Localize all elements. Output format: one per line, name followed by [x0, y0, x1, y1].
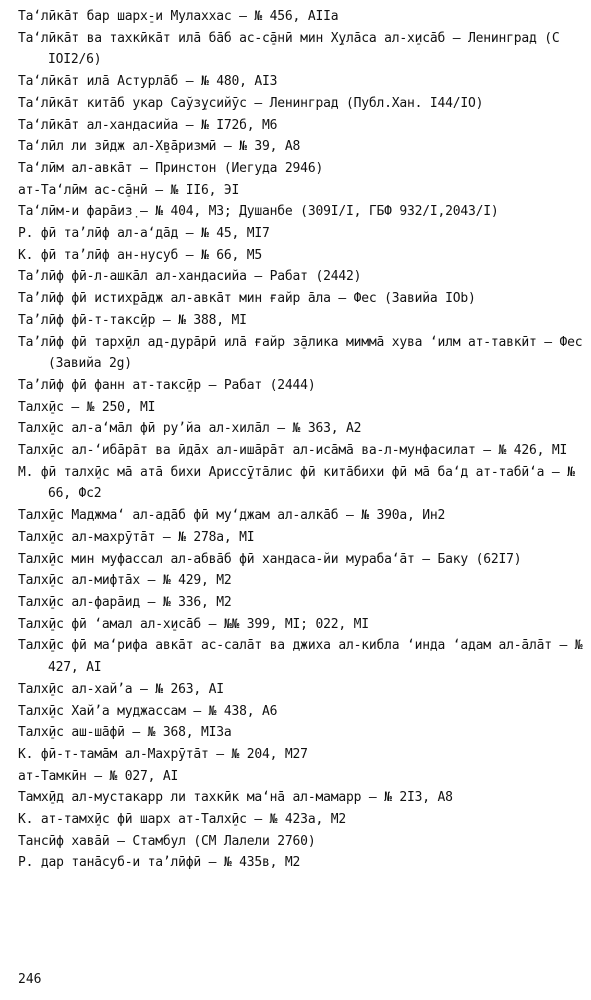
index-entry: Талх̠ӣс мин муфассал ал-абвāб фӣ хандаса-йи мурабаʻāт – Баку (62I7)	[18, 551, 522, 567]
index-entry: Таʻлӣкāт китāб укар Саўз̠усийӯс – Ленинград (Публ.Хан. I44/IO)	[18, 95, 484, 111]
index-entry: Талх̠ӣс аш-шāфӣ – № 368, MI3a	[18, 725, 232, 741]
index-entry: Таʼлӣф фӣ-л-ашкāл ал-хандасийа – Рабат (2442)	[18, 269, 362, 285]
index-entry: Таʻлӣкāт илā Астурлāб – № 480, AI3	[18, 74, 278, 90]
page-number: 246	[18, 972, 42, 987]
index-entry: Тансӣф хавāӣ – Стамбул (СМ Лалели 2760)	[18, 833, 316, 849]
index-entry: Таʻлӣкāт ал-хандасийа – № I72б, M6	[18, 117, 278, 133]
index-entry: Талх̠ӣс ал-фарāид – № 336, M2	[18, 594, 232, 610]
index-entry: Талх̠ӣс ал-аʻмāл фӣ руʼйа ал-хилāл – № 363, A2	[18, 421, 362, 437]
index-entry: Таʻлӣкāт бар шарх̠-и Мулаххаc – № 456, AIIa	[18, 9, 339, 24]
index-entry: Талх̠ӣс Хайʼа муджассам – № 438, A6	[18, 703, 278, 719]
index-entry: К. фӣ таʼлӣф ан-нусуб – № 66, M5	[18, 247, 263, 263]
index-entry: ат-Таʻлӣм ас-с̠āнӣ – № II6, ЭI	[18, 182, 240, 198]
index-entry: K. ат-тамх̠ӣс фӣ шарх ат-Талх̠ӣс – № 423a, M2	[18, 812, 346, 828]
index-entry: Таʼлӣф фӣ тарх̠ӣл ад-дурāрӣ илā ғайр з̠āлика миммā хува ʻилм ат-тавкӣт – Фес (Завийа 2g)	[18, 334, 591, 372]
index-entry: Таʻлӣм ал-авкāт – Принстон (Иегуда 2946)	[18, 160, 324, 176]
index-entry: Талх̠ӣс Маджмаʻ ал-адāб фӣ муʻджам ал-алкāб – № 390a, Ин2	[18, 508, 446, 524]
index-entry: M. фӣ талх̠ӣс мā атā бихи Арисс̠ӯтāлис фӣ китāбихи фӣ мā баʻд ат-табӣʻа – № 66, Фс2	[18, 464, 583, 502]
index-entry: Таʼлӣф фӣ истих̠рāдж ал-авкāт мин ғайр āла – Фес (Завийа IOb)	[18, 291, 476, 307]
index-entry: Талх̠ӣс ал-мифтāх – № 429, M2	[18, 573, 232, 589]
index-entry: Таʻлӣл ли зӣдж ал-Х̠вāризмӣ – № 39, A8	[18, 139, 301, 155]
index-entry: K. фӣ-т-тамāм ал-Махрӯтāт – № 204, M27	[18, 746, 308, 762]
index-entry: Таʻлӣм-и фарāиз̣ – № 404, M3; Душанбе (309I/I, ГБФ 932/I,2043/I)	[18, 204, 499, 220]
index-entry: Талх̠ӣс ал-ʻибāрāт ва ӣдāх ал-ишāрāт ал-исāмā ва-л-мунфасилат – № 426, MI	[18, 443, 568, 459]
index-entry: Талх̠ӣс ал-хайʼа – № 263, AI	[18, 681, 224, 697]
index-page	[18, 6, 591, 874]
index-entry: Таʼлӣф фӣ фанн ат-такс̠ӣр – Рабат (2444)	[18, 377, 316, 393]
index-entry: Талх̠ӣс ал-махрӯтāт – № 278a, MI	[18, 529, 255, 545]
index-entry: Таʼлӣф фӣ-т-такс̠ӣр – № 388, MI	[18, 312, 247, 328]
index-entry: Талх̠ӣс – № 250, MI	[18, 399, 156, 415]
index-entry: ат-Тамкӣн – № 027, AI	[18, 768, 179, 784]
index-entry: Р. фӣ таʼлӣф ал-аʻдāд – № 45, MI7	[18, 226, 270, 242]
index-entry: Таʻлӣкāт ва тахкӣкāт илā бāб ас-с̠āнӣ мин Х̠улāса ал-х̠исāб – Ленинград (С IOI2/6)	[18, 30, 568, 68]
index-entry: Талх̠ӣс фӣ ʻамал ал-х̠исāб – №№ 399, MI; 022, MI	[18, 616, 369, 632]
index-entry: Талх̠ӣс фӣ маʻрифа авкāт ас-салāт ва джиха ал-кибла ʻинда ʻадам ал-āлāт – № 427, AI	[18, 638, 591, 676]
index-entry: Р. дар танāсуб-и таʼлӣфӣ – № 435в, M2	[18, 855, 301, 871]
index-entry: Тамх̠ӣд ал-мустакарр ли тахкӣк маʻнā ал-мамарр – № 2I3, A8	[18, 790, 453, 806]
